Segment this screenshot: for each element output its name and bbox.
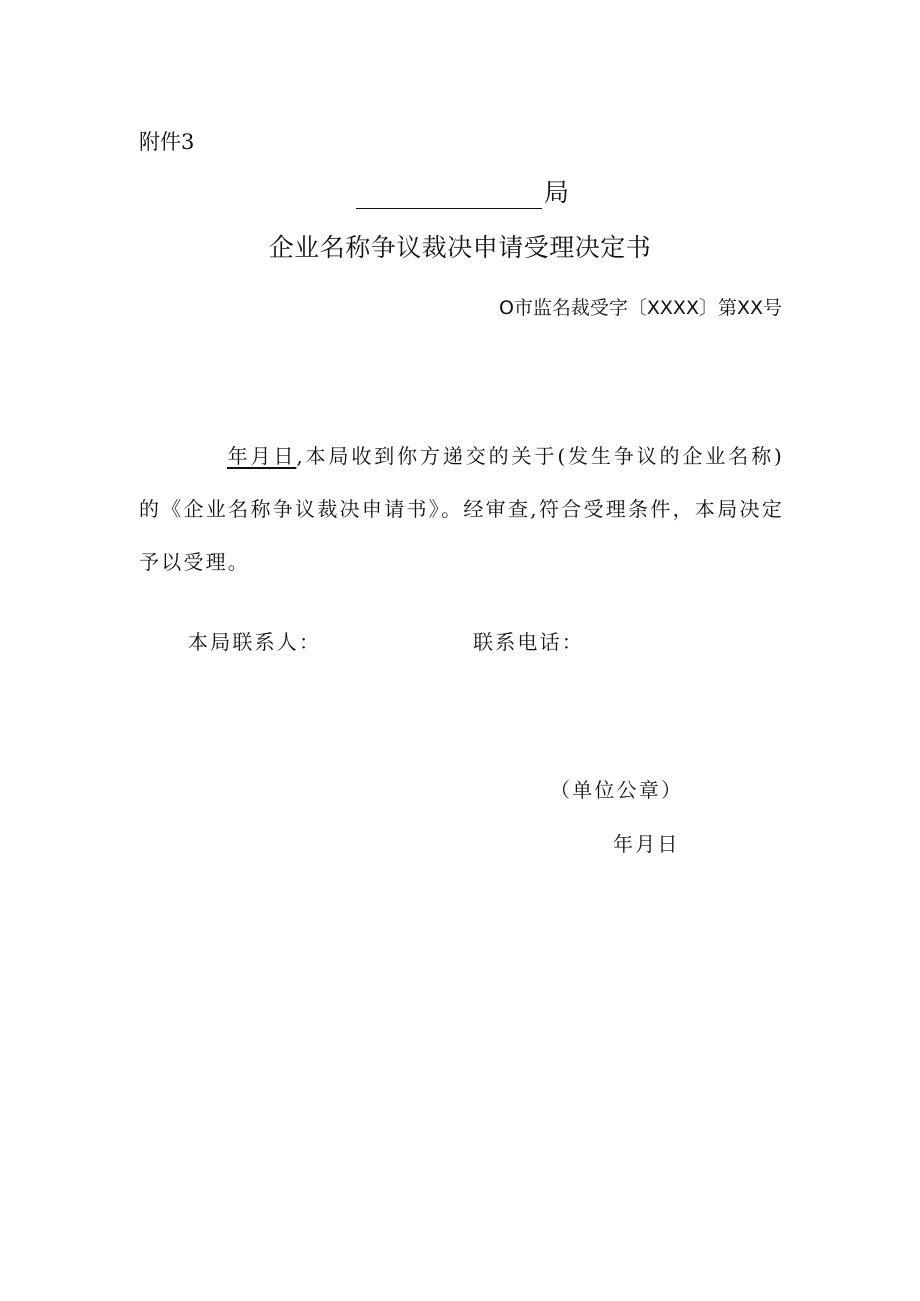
- contact-phone-label: 联系电话：: [473, 630, 584, 654]
- document-title-text: 企业名称争议裁决申请受理决定书: [268, 233, 652, 262]
- document-number: O市监名裁受字〔XXXX〕第XX号: [498, 297, 782, 319]
- bureau-suffix: 局: [544, 178, 570, 207]
- official-seal-label: （单位公章）: [550, 778, 684, 802]
- document-title: [0, 228, 920, 264]
- body-paragraph: [139, 430, 784, 589]
- paragraph-text: ,本局收到你方递交的关于(发生争议的企业名称)的《企业名称争议裁决申请书》。经审查,符合受理条件，本局决定予以受理。: [139, 444, 784, 574]
- signature-date: 年月日: [613, 832, 680, 856]
- bureau-name-line: [356, 173, 569, 209]
- attachment-label: 附件3: [139, 130, 195, 154]
- received-date-placeholder: 年月日: [227, 444, 297, 468]
- bureau-name-blank: [356, 178, 542, 209]
- contact-person-label: 本局联系人：: [188, 630, 322, 654]
